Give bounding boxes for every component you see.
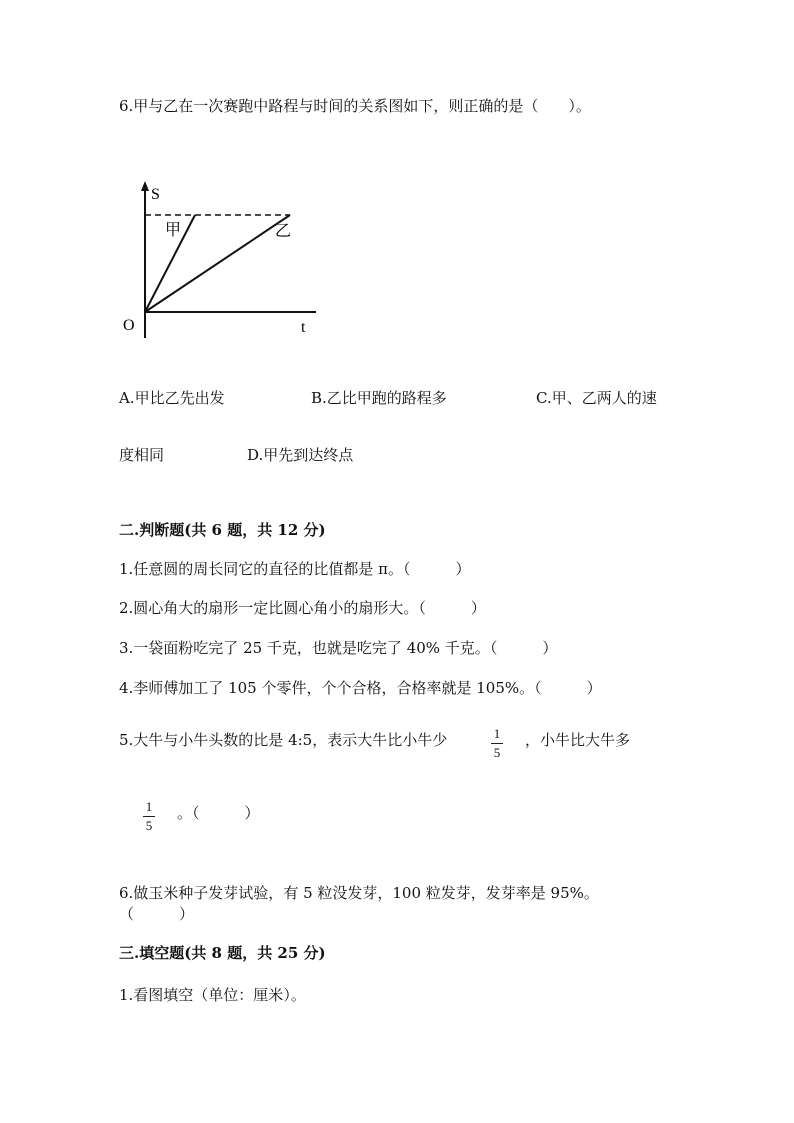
option-b: B.乙比甲跑的路程多 (311, 389, 447, 407)
judge-item-5-part3: 。（ ） (177, 804, 260, 822)
line-yi-label: 乙 (275, 223, 292, 240)
question-6-text: 6.甲与乙在一次赛跑中路程与时间的关系图如下，则正确的是（ ）。 (119, 97, 591, 115)
y-axis-arrow-icon (141, 181, 149, 191)
judge-item-6-line2: （ ） (119, 905, 195, 923)
option-a: A.甲比乙先出发 (119, 389, 225, 407)
section-3-title: 三.填空题(共 8 题，共 25 分) (119, 944, 326, 962)
fraction-denominator: 5 (493, 745, 501, 760)
fraction-bar (491, 743, 503, 744)
judge-item-5-part2: ，小牛比大牛多 (525, 731, 631, 749)
option-d: D.甲先到达终点 (247, 446, 354, 464)
fraction-denominator: 5 (145, 818, 153, 833)
fraction-numerator: 1 (145, 799, 153, 814)
option-c: C.甲、乙两人的速 (536, 389, 657, 407)
x-axis-label: t (301, 319, 306, 336)
fill-item-1: 1.看图填空（单位：厘米）。 (119, 986, 306, 1004)
judge-item-4: 4.李师傅加工了 105 个零件，个个合格，合格率就是 105%。（ ） (119, 679, 602, 697)
judge-item-2: 2.圆心角大的扇形一定比圆心角小的扇形大。（ ） (119, 599, 486, 617)
judge-item-1: 1.任意圆的周长同它的直径的比值都是 π。（ ） (119, 560, 471, 578)
judge-item-6-line1: 6.做玉米种子发芽试验，有 5 粒没发芽，100 粒发芽，发芽率是 95%。 (119, 884, 599, 902)
fraction-one-fifth-b (141, 799, 157, 834)
line-jia-label: 甲 (165, 222, 182, 239)
fraction-numerator: 1 (493, 726, 501, 741)
origin-label: O (123, 317, 135, 334)
judge-item-5-part1: 5.大牛与小牛头数的比是 4:5，表示大牛比小牛少 (119, 731, 448, 749)
section-2-title: 二.判断题(共 6 题，共 12 分) (119, 521, 326, 539)
option-c-continued: 度相同 (119, 446, 165, 464)
distance-time-graph (118, 175, 338, 350)
fraction-bar (143, 816, 155, 817)
judge-item-3: 3.一袋面粉吃完了 25 千克，也就是吃完了 40% 千克。（ ） (119, 639, 558, 657)
fraction-one-fifth-a (489, 726, 505, 761)
y-axis-label: S (151, 186, 160, 203)
